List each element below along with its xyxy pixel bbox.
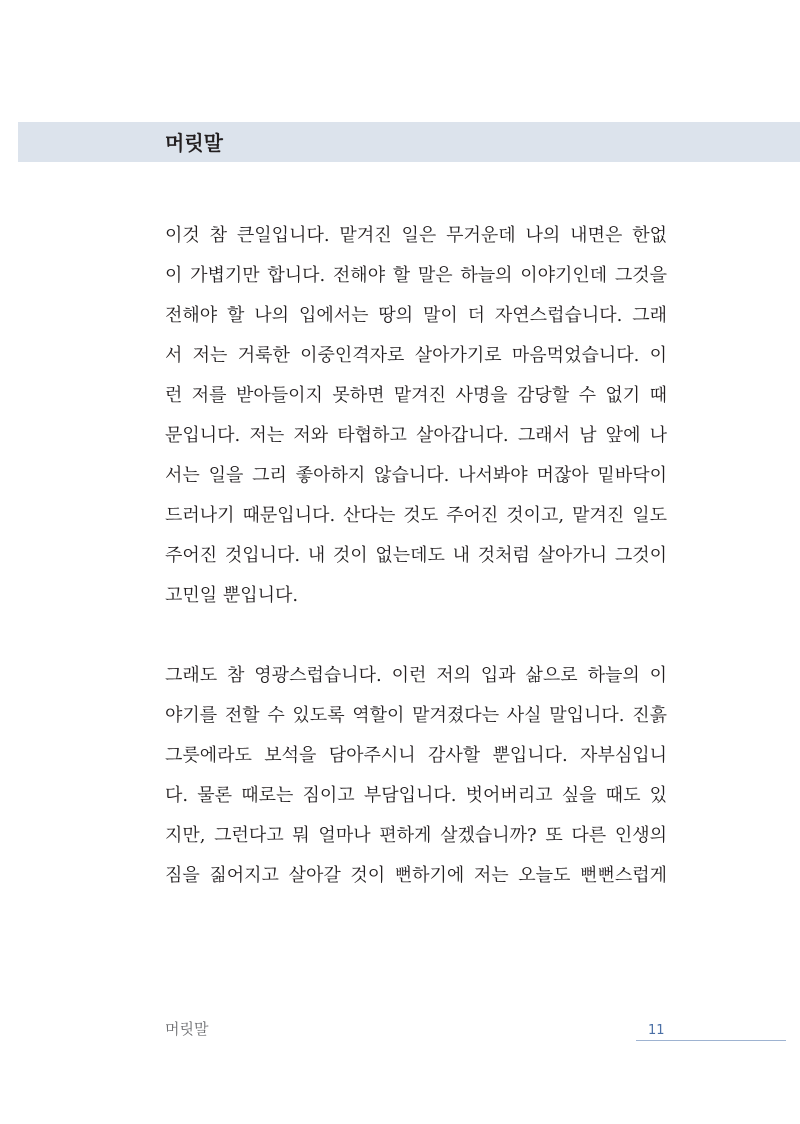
text-line: 서는 일을 그리 좋아하지 않습니다. 나서봐야 머잖아 밑바닥이 [165,465,667,486]
text-line: 서 저는 거룩한 이중인격자로 살아가기로 마음먹었습니다. 이 [165,345,667,366]
text-line: 지만, 그런다고 뭐 얼마나 편하게 살겠습니까? 또 다른 인생의 [165,825,667,846]
footer-divider [636,1040,786,1041]
text-line: 주어진 것입니다. 내 것이 없는데도 내 것처럼 살아가니 그것이 [165,545,667,566]
text-line: 야기를 전할 수 있도록 역할이 맡겨졌다는 사실 말입니다. 진흙 [165,705,667,726]
section-title: 머릿말 [165,131,223,155]
footer-running-title: 머릿말 [165,1020,209,1038]
paragraph-2 [165,656,667,896]
page-number: 11 [648,1023,665,1038]
text-line: 짐을 짊어지고 살아갈 것이 뻔하기에 저는 오늘도 뻔뻔스럽게 [165,865,667,886]
text-line: 전해야 할 나의 입에서는 땅의 말이 더 자연스럽습니다. 그래 [165,305,667,326]
text-line: 고민일 뿐입니다. [165,585,299,606]
text-line: 다. 물론 때로는 짐이고 부담입니다. 벗어버리고 싶을 때도 있 [165,785,667,806]
text-line: 그래도 참 영광스럽습니다. 이런 저의 입과 삶으로 하늘의 이 [165,665,667,686]
text-line: 이것 참 큰일입니다. 맡겨진 일은 무거운데 나의 내면은 한없 [165,225,667,246]
text-line: 문입니다. 저는 저와 타협하고 살아갑니다. 그래서 남 앞에 나 [165,425,667,446]
text-line: 런 저를 받아들이지 못하면 맡겨진 사명을 감당할 수 없기 때 [165,385,667,406]
section-header-band [18,122,800,162]
text-line: 드러나기 때문입니다. 산다는 것도 주어진 것이고, 맡겨진 일도 [165,505,667,526]
text-line: 이 가볍기만 합니다. 전해야 할 말은 하늘의 이야기인데 그것을 [165,265,667,286]
body-text [165,216,667,896]
text-line: 그릇에라도 보석을 담아주시니 감사할 뿐입니다. 자부심입니 [165,745,667,766]
paragraph-1 [165,216,667,616]
